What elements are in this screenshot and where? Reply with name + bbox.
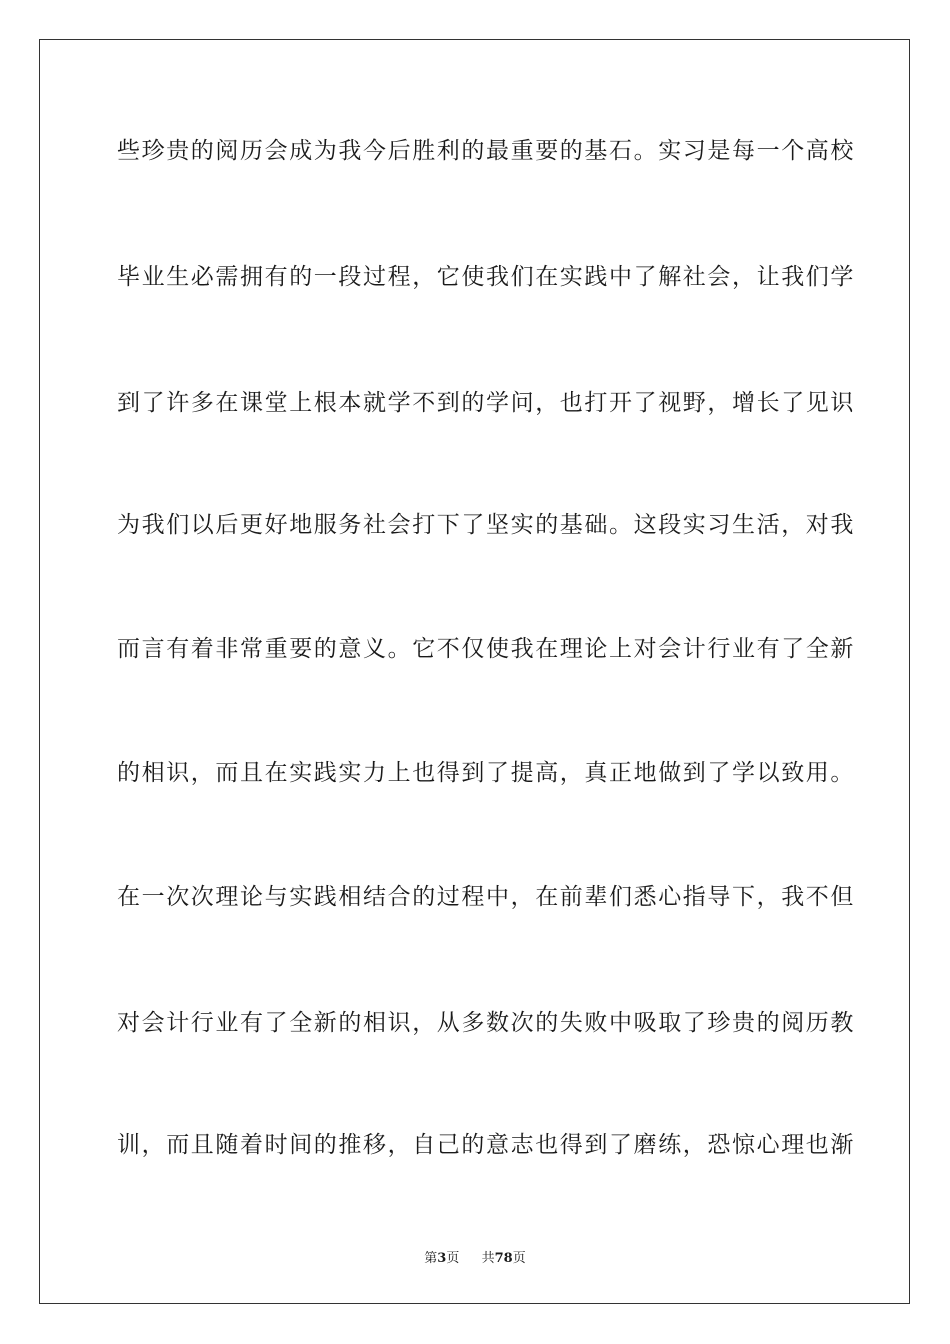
page-label (424, 1251, 463, 1266)
page-footer (0, 1247, 950, 1266)
page-prefix: 第 (424, 1251, 438, 1266)
body-text-line-6: 的相识，而且在实践实力上也得到了提高，真正地做到了学以致用。 (117, 760, 855, 786)
body-text-line-7: 在一次次理论与实践相结合的过程中，在前辈们悉心指导下，我不但 (117, 884, 855, 910)
page-suffix: 页 (446, 1251, 460, 1266)
page-number: 3 (437, 1251, 447, 1266)
body-text-line-8: 对会计行业有了全新的相识，从多数次的失败中吸取了珍贵的阅历教 (117, 1010, 855, 1036)
total-pages: 78 (494, 1251, 513, 1266)
total-pages-label (482, 1251, 526, 1266)
body-text-line-2: 毕业生必需拥有的一段过程，它使我们在实践中了解社会，让我们学 (117, 264, 855, 290)
total-prefix: 共 (481, 1251, 495, 1266)
body-text-line-9: 训，而且随着时间的推移，自己的意志也得到了磨练，恐惊心理也渐 (117, 1132, 855, 1158)
body-text-line-5: 而言有着非常重要的意义。它不仅使我在理论上对会计行业有了全新 (117, 636, 855, 662)
body-text-line-1: 些珍贵的阅历会成为我今后胜利的最重要的基石。实习是每一个高校 (117, 138, 855, 164)
body-text-line-3: 到了许多在课堂上根本就学不到的学问，也打开了视野，增长了见识 (117, 390, 855, 416)
body-text-line-4: 为我们以后更好地服务社会打下了坚实的基础。这段实习生活，对我 (117, 512, 855, 538)
page-border (39, 39, 910, 1304)
total-suffix: 页 (512, 1251, 526, 1266)
